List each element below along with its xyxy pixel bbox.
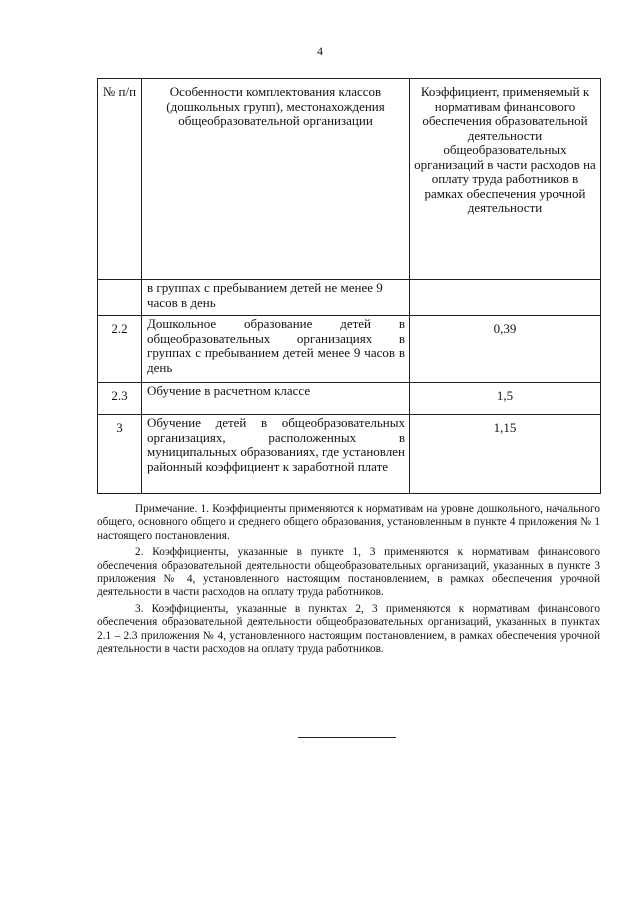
row-number: 2.3	[98, 383, 142, 415]
notes-section	[97, 503, 600, 659]
row-description: Обучение в расчетном классе	[142, 383, 410, 415]
row-number: 3	[98, 415, 142, 494]
row-coefficient: 0,39	[410, 316, 601, 383]
row-description: Дошкольное образование детей в общеобразовательных организациях в группах с пребыванием детей менее 9 часов в день	[142, 316, 410, 383]
table-row	[98, 383, 601, 415]
row-description: Обучение детей в общеобразовательных организациях, расположенных в муниципальных образованиях, где установлен районный коэффициент к заработной плате	[142, 415, 410, 494]
row-coefficient	[410, 280, 601, 316]
header-number: № п/п	[98, 79, 142, 280]
coefficients-table	[97, 78, 601, 494]
table-header-row	[98, 79, 601, 280]
row-number: 2.2	[98, 316, 142, 383]
row-coefficient: 1,5	[410, 383, 601, 415]
table-row	[98, 316, 601, 383]
row-coefficient: 1,15	[410, 415, 601, 494]
page-number: 4	[317, 44, 323, 58]
table-row	[98, 415, 601, 494]
header-coefficient: Коэффициент, применяемый к нормативам финансового обеспечения образовательной деятельности общеобразовательных организаций в части расходов на оплату труда работников в рамках обеспечения урочной деятельности	[410, 79, 601, 280]
row-description: в группах с пребыванием детей не менее 9 часов в день	[142, 280, 410, 316]
table-row	[98, 280, 601, 316]
note-paragraph: 2. Коэффициенты, указанные в пункте 1, 3 применяются к нормативам финансового обеспечения образовательной деятельности общеобразовательных организаций, указанных в пункте 3 приложения № 4, установленного настоящим постановлением, в рамках обеспечения урочной деятельности в части расходов на оплату труда работников.	[97, 546, 600, 599]
header-description: Особенности комплектования классов (дошкольных групп), местонахождения общеобразовательной организации	[142, 79, 410, 280]
note-paragraph: Примечание. 1. Коэффициенты применяются к нормативам на уровне дошкольного, начального общего, основного общего и среднего общего образования, установленным в пункте 4 приложения № 1 настоящего постановления.	[97, 503, 600, 542]
row-number	[98, 280, 142, 316]
note-paragraph: 3. Коэффициенты, указанные в пунктах 2, 3 применяются к нормативам финансового обеспечения образовательной деятельности общеобразовательных организаций, указанных в пунктах 2.1 – 2.3 приложения № 4, установленного настоящим постановлением, в рамках обеспечения урочной деятельности в части расходов на оплату труда работников.	[97, 602, 600, 656]
end-divider-line	[298, 737, 396, 738]
